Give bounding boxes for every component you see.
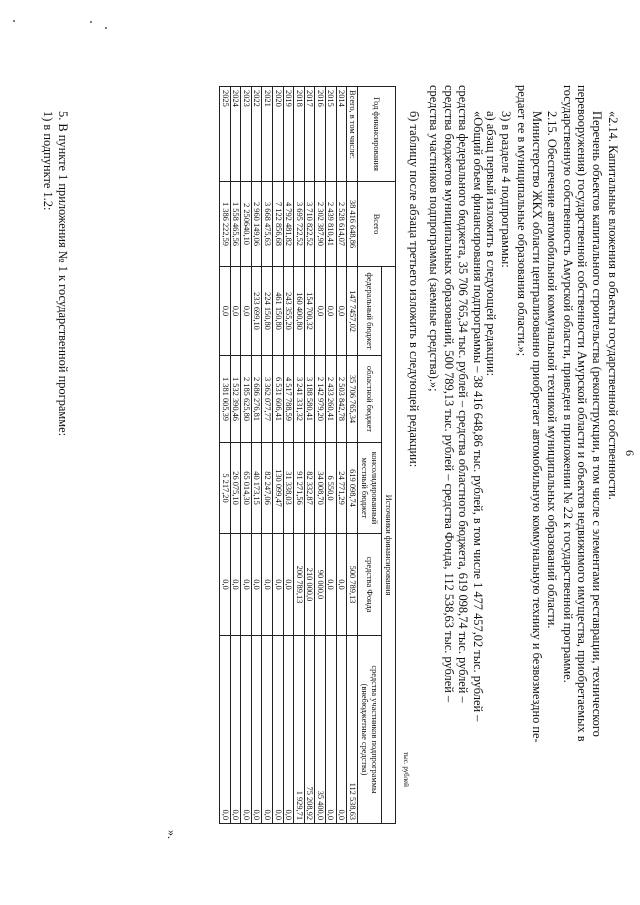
table-row: [315, 87, 326, 824]
cell-regional: 35 706 765,34: [347, 356, 358, 443]
paragraph-ministry: [515, 85, 544, 809]
cell-local: 31 338,03: [283, 443, 294, 534]
cell-regional: 2 686 276,81: [251, 356, 262, 443]
header-participants: средства участников подпрограммы (внебюджетные средства): [357, 636, 381, 824]
cell-total: 2 250640,10: [241, 182, 252, 267]
cell-federal: 147 7457,02: [347, 267, 358, 356]
cell-fund: 0,0: [251, 534, 262, 636]
cell-year: 2021: [262, 87, 273, 182]
cell-federal: 0,0: [336, 267, 347, 356]
table-row: [273, 87, 284, 824]
cell-local: 65 014,30: [241, 443, 252, 534]
cell-local: 91 271,56: [294, 443, 305, 534]
cell-fund: 0,0: [220, 534, 231, 636]
table-row: [251, 87, 262, 824]
paragraph-section-4: 3) в разделе 4 подпрограммы:: [499, 111, 513, 268]
cell-regional: 3 188 580,41: [304, 356, 315, 443]
cell-total: 3 668 475,63: [262, 182, 273, 267]
paragraph-item-b: б) таблицу после абзаца третьего изложить в следующей редакции:: [407, 111, 421, 468]
cell-total: 38 416 648,86: [347, 182, 358, 267]
cell-local: 6 550,0: [326, 443, 337, 534]
cell-fund: 0,0: [326, 534, 337, 636]
cell-regional: 1 381 005,39: [220, 356, 231, 443]
cell-year: 2018: [294, 87, 305, 182]
table-row: [230, 87, 241, 824]
cell-total: 7 122 856,68: [273, 182, 284, 267]
cell-participants: 75 208,92: [304, 636, 315, 824]
cell-year: 2025: [220, 87, 231, 182]
text-line: Министерство ЖКХ области централизованно приобретает автомобильную коммунальную технику и безвозмездно пе-: [530, 111, 544, 743]
text-line: Перечень объектов капитального строительства (реконструкции, в том числе с элементами реставрации, технического: [590, 111, 604, 737]
paragraph-item-a: а) абзац первый изложить в следующей редакции:: [484, 111, 498, 377]
cell-total: 3 710 822,52: [304, 182, 315, 267]
cell-year: 2023: [241, 87, 252, 182]
cell-local: 130 099,47: [273, 443, 284, 534]
financing-table: [219, 86, 396, 824]
text-line: «Общий объем финансирования подпрограммы – 38 416 648,86 тыс. рублей, в том числе 1 477 457,02 тыс. рублей –: [471, 111, 485, 722]
table-row: [294, 87, 305, 824]
page-number: 6: [623, 450, 637, 456]
cell-local: 26 075,10: [230, 443, 241, 534]
cell-participants: 0,0: [230, 636, 241, 824]
cell-federal: 0,0: [326, 267, 337, 356]
cell-federal: 0,0: [315, 267, 326, 356]
cell-fund: 0,0: [241, 534, 252, 636]
table-row: [262, 87, 273, 824]
cell-total: 3 695 722,52: [294, 182, 305, 267]
header-year: Год финансирования: [357, 87, 395, 182]
cell-local: 82 247,06: [262, 443, 273, 534]
cell-fund: 0,0: [336, 534, 347, 636]
cell-federal: 461 150,80: [273, 267, 284, 356]
header-fund: средства Фонда: [357, 534, 381, 636]
cell-year: 2019: [283, 87, 294, 182]
text-line: перевооружения) государственной собственности Амурской области и объектов недвижимого имущества, приобретаемых в: [575, 85, 590, 742]
header-federal: федеральный бюджет: [357, 267, 381, 356]
text-line: государственную собственность Амурской области, приведен в приложении № 22 к государственной программе.: [560, 85, 575, 683]
cell-year: 2016: [315, 87, 326, 182]
cell-total: 1 558 465,56: [230, 182, 241, 267]
cell-year: 2017: [304, 87, 315, 182]
cell-participants: 0,0: [262, 636, 273, 824]
cell-regional: 6 531 606,41: [273, 356, 284, 443]
paragraph-subitem-1: 1) в подпункте 1.2:: [41, 111, 55, 211]
table-row: [220, 87, 231, 824]
cell-local: 619 098,74: [347, 443, 358, 534]
cell-federal: 233 699,10: [251, 267, 262, 356]
cell-year: 2015: [326, 87, 337, 182]
cell-local: 34 008,70: [315, 443, 326, 534]
closing-quote: ».: [165, 830, 179, 839]
cell-year: 2020: [273, 87, 284, 182]
cell-federal: 224 150,80: [262, 267, 273, 356]
cell-year: 2022: [251, 87, 262, 182]
cell-participants: 1 929,71: [294, 636, 305, 824]
cell-regional: 4 517 788,59: [283, 356, 294, 443]
paragraph-capital-objects: [560, 85, 604, 809]
cell-fund: 500 789,13: [347, 534, 358, 636]
cell-fund: 0,0: [283, 534, 294, 636]
cell-participants: 0,0: [326, 636, 337, 824]
paragraph-item-5: 5. В пункте 1 приложения № 1 к государственной программе:: [56, 111, 70, 437]
cell-participants: 0,0: [283, 636, 294, 824]
cell-regional: 2 185 625,80: [241, 356, 252, 443]
cell-year: Всего, в том числе:: [347, 87, 358, 182]
cell-total: 2 528 614,07: [336, 182, 347, 267]
cell-participants: 35 400,0: [315, 636, 326, 824]
cell-participants: 0,0: [251, 636, 262, 824]
cell-local: 40 173,15: [251, 443, 262, 534]
paragraph-2-14: «2.14. Капитальные вложения в объекты государственной собственности.: [606, 111, 620, 500]
cell-regional: 3 241 331,32: [294, 356, 305, 443]
cell-local: 82 332,87: [304, 443, 315, 534]
cell-fund: 210 000,0: [304, 534, 315, 636]
cell-total: 2 960 149,06: [251, 182, 262, 267]
cell-local: 5 217,20: [220, 443, 231, 534]
cell-participants: 0,0: [220, 636, 231, 824]
header-total: Всего: [357, 182, 395, 267]
table-row: [304, 87, 315, 824]
text-line: средства бюджетов муниципальных образований, 500 789,13 тыс. рублей – средства Фонда, 112 538,63 тыс. рублей –: [441, 85, 456, 703]
paragraph-total-financing: [427, 85, 485, 809]
cell-federal: 243 355,20: [283, 267, 294, 356]
cell-total: 2 302 387,90: [315, 182, 326, 267]
cell-fund: 90 000,0: [315, 534, 326, 636]
header-regional: областной бюджет: [357, 356, 381, 443]
cell-federal: 160 400,80: [294, 267, 305, 356]
text-line: редает ее в муниципальные образования области.»;: [515, 85, 530, 357]
cell-federal: 0,0: [230, 267, 241, 356]
cell-regional: 2 433 260,41: [326, 356, 337, 443]
cell-participants: 0,0: [273, 636, 284, 824]
cell-federal: 154 700,32: [304, 267, 315, 356]
cell-fund: 200 789,13: [294, 534, 305, 636]
cell-local: 24 771,29: [336, 443, 347, 534]
table-row: [283, 87, 294, 824]
cell-year: 2024: [230, 87, 241, 182]
cell-total: 1 386 222,59: [220, 182, 231, 267]
text-line: средства федерального бюджета, 35 706 765,34 тыс. рублей – средства областного бюджета, 619 098,74 тыс. рублей –: [456, 85, 471, 703]
scan-speck: [105, 27, 107, 29]
cell-participants: 112 538,63: [347, 636, 358, 824]
text-line: средства участников подпрограммы (заемные средства).»;: [427, 85, 442, 392]
header-local: консолидированный местный бюджет: [357, 443, 381, 534]
cell-regional: 3 362 077,77: [262, 356, 273, 443]
cell-regional: 1 532 390,46: [230, 356, 241, 443]
cell-total: 2 439 810,41: [326, 182, 337, 267]
cell-fund: 0,0: [230, 534, 241, 636]
cell-federal: 0,0: [241, 267, 252, 356]
cell-participants: 0,0: [336, 636, 347, 824]
cell-fund: 0,0: [262, 534, 273, 636]
scan-speck: [90, 21, 92, 23]
cell-participants: 0,0: [241, 636, 252, 824]
cell-federal: 0,0: [220, 267, 231, 356]
paragraph-2-15: 2.15. Обеспечение автомобильной коммунальной техникой муниципальных образований области.: [545, 111, 559, 629]
units-label: тыс. рублей: [402, 752, 410, 787]
table-row: [326, 87, 337, 824]
table-row: [347, 87, 358, 824]
cell-regional: 2 503 842,78: [336, 356, 347, 443]
cell-year: 2014: [336, 87, 347, 182]
cell-fund: 0,0: [273, 534, 284, 636]
table-body: [220, 87, 358, 824]
table-row: [241, 87, 252, 824]
header-sources: Источники финансирования: [381, 267, 395, 824]
cell-total: 4 792 481,82: [283, 182, 294, 267]
table-row: [336, 87, 347, 824]
scan-speck: [13, 20, 15, 22]
cell-regional: 2 142 979,20: [315, 356, 326, 443]
